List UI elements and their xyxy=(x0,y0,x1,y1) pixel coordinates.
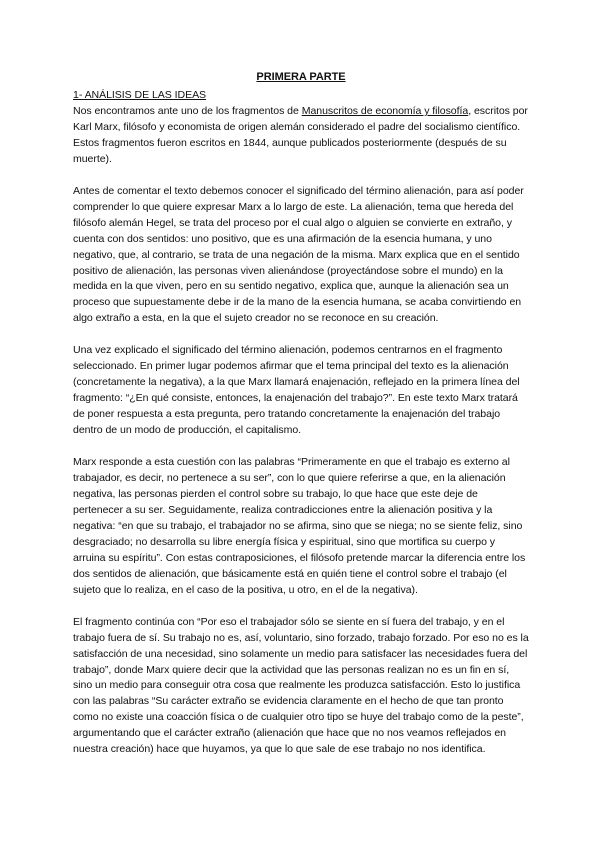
page-title: PRIMERA PARTE xyxy=(256,71,346,83)
section-heading: 1- ANÁLISIS DE LAS IDEAS xyxy=(73,89,207,101)
paragraph-intro-before: Nos encontramos ante uno de los fragmentos de xyxy=(73,104,302,117)
work-title: Manuscritos de economía y filosofía xyxy=(301,104,469,117)
document-page xyxy=(73,70,529,774)
paragraph-main-theme: Una vez explicado el significado del término alienación, podemos centrarnos en el fragmento seleccionado. En primer lugar podemos afirmar que el tema principal del texto es la alienación (concretamente la negativa), a la que Marx llamará enajenación, reflejado en la primera línea del fragmento: “¿En qué consiste, entonces, la enajenación del trabajo?”. En este texto Marx tratará de poner respuesta a esta pregunta, pero tratando concretamente la enajenación del trabajo dentro de un modo de producción, el capitalismo. xyxy=(73,344,520,437)
paragraph-intro xyxy=(73,104,529,168)
paragraph-marx-response: Marx responde a esta cuestión con las palabras “Primeramente en que el trabajo es externo al trabajador, es decir, no pertenece a su ser”, con lo que quiere referirse a que, en la alienación negativa, las personas pierden el control sobre su trabajo, lo que hace que este deje de pertenecer a su ser. Seguidamente, realiza contradicciones entre la alienación positiva y la negativa: “en que su trabajo, el trabajador no se afirma, sino que se niega; no se siente feliz, sino desgraciado; no desarrolla su libre energía física y espiritual, sino que mortifica su cuerpo y arruina su espíritu”. Con estas contraposiciones, el filósofo pretende marcar la diferencia entre los dos sentidos de alienación, que básicamente está en quién tiene el control sobre el trabajo (el sujeto que lo realiza, en el caso de la positiva, u otro, en el de la negativa). xyxy=(73,456,526,596)
paragraph-alienation-definition: Antes de comentar el texto debemos conocer el significado del término alienación, para así poder comprender lo que quiere expresar Marx a lo largo de este. La alienación, tema que hereda del filósofo alemán Hegel, se trata del proceso por el cual algo o alguien se convierte en extraño, y cuenta con dos sentidos: uno positivo, que es una afirmación de la esencia humana, y uno negativo, que, al contrario, se trata de una negación de la misma. Marx explica que en el sentido positivo de alienación, las personas viven alienándose (proyectándose sobre el mundo) en la medida en la que viven, pero en su sentido negativo, explica que, aunque la alienación sea un proceso que supuestamente debe ir de la mano de la esencia humana, se acaba convirtiendo en algo extraño a esta, en la que el sujeto creador no se reconoce en su creación. xyxy=(73,184,524,325)
paragraph-intro-after: , escritos por Karl Marx, filósofo y economista de origen alemán considerado el padre del socialismo científico. Estos fragmentos fueron escritos en 1844, aunque publicados posteriormente (después de su muerte). xyxy=(73,104,528,165)
paragraph-fragment-continues: El fragmento continúa con “Por eso el trabajador sólo se siente en sí fuera del trabajo, y en el trabajo fuera de sí. Su trabajo no es, así, voluntario, sino forzado, trabajo forzado. Por eso no es la satisfacción de una necesidad, sino solamente un medio para satisfacer las necesidades fuera del trabajo”, donde Marx quiere decir que la actividad que las personas realizan no es un fin en sí, sino un medio para conseguir otra cosa que realmente les produzca satisfacción. Esto lo justifica con las palabras “Su carácter extraño se evidencia claramente en el hecho de que tan pronto como no existe una coacción física o de cualquier otro tipo se huye del trabajo como de la peste”, argumentando que el carácter extraño (alienación que hace que no nos veamos reflejados en nuestra creación) hace que huyamos, ya que lo que sale de ese trabajo no nos identifica. xyxy=(73,615,529,756)
